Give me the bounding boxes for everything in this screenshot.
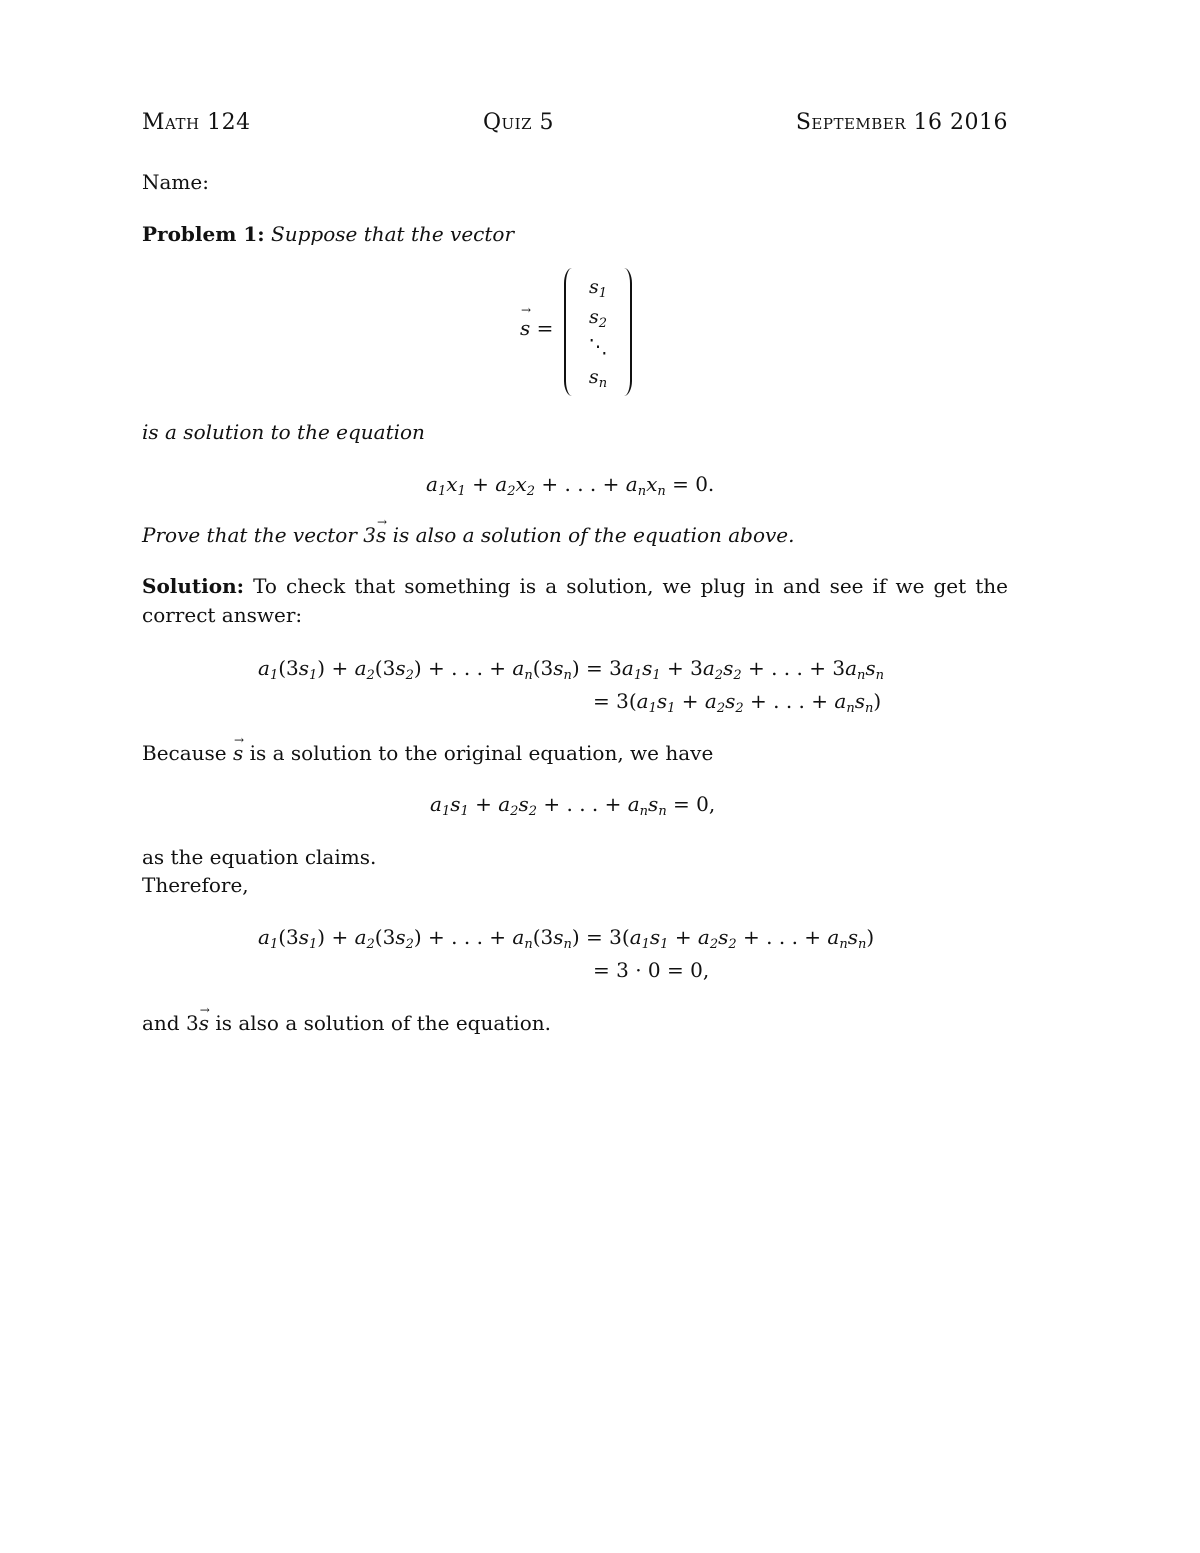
problem-label: Problem 1:: [142, 222, 265, 246]
equation-expansion-line-2: = $3(a_1s_1 + a_2s_2$ + . . . + $a_ns_n$): [593, 689, 882, 716]
closing-text: [142, 1009, 551, 1037]
closing-suffix: is also a solution of the equation.: [208, 1011, 551, 1035]
equation-final-line-1: $a_1(3s_1) + a_2(3s_2)$ + . . . + $a_n(3s_n) = 3(a_1s_1 + a_2s_2$ + . . . + $a_ns_n$): [258, 925, 875, 952]
course-title: Math 124: [142, 110, 251, 135]
equation-final-line-2: = 3 · 0 = 0,: [593, 958, 710, 982]
name-label: Name:: [142, 170, 209, 194]
vector-s-lhs: → s =: [520, 316, 553, 340]
because-prefix: Because: [142, 741, 233, 765]
prove-suffix: is also a solution of the equation above.: [386, 523, 795, 547]
vector-s-symbol: → s: [233, 739, 243, 767]
because-text: [142, 739, 713, 767]
problem-intro-text: Suppose that the vector: [271, 222, 515, 246]
left-paren: [564, 268, 580, 396]
quiz-title: Quiz 5: [483, 110, 555, 135]
prove-prefix: Prove that the vector 3: [142, 523, 376, 547]
right-paren: [616, 268, 632, 396]
solution-intro-text: To check that something is a solution, we plug in and see if we get the correct answer:: [142, 574, 1008, 627]
vector-s-symbol: → s: [199, 1009, 209, 1037]
equation-zero: $a_1s_1 + a_2s_2$ + . . . + $a_ns_n = 0$,: [430, 792, 716, 819]
solution-intro: [142, 572, 1008, 630]
problem-middle-text: is a solution to the equation: [142, 420, 425, 444]
vector-entry: $s_1$: [588, 276, 608, 301]
page-header: [142, 110, 1008, 140]
quiz-date: September 16 2016: [795, 110, 1008, 135]
equation-expansion-line-1: $a_1(3s_1) + a_2(3s_2)$ + . . . + $a_n(3s_n) = 3a_1s_1 + 3a_2s_2$ + . . . + $3a_ns_n$: [258, 656, 885, 683]
vector-entries: [580, 272, 616, 392]
equation-linear: $a_1x_1 + a_2x_2$ + . . . + $a_nx_n = 0$.: [426, 472, 715, 499]
claims-text: as the equation claims.: [142, 845, 377, 869]
because-suffix: is a solution to the original equation, we have: [243, 741, 714, 765]
vector-entry: ⋱: [588, 336, 608, 358]
vector-entry: $s_2$: [588, 306, 608, 331]
solution-label: Solution:: [142, 574, 245, 598]
therefore-text: Therefore,: [142, 873, 249, 897]
closing-prefix: and 3: [142, 1011, 199, 1035]
vector-s-definition: [520, 268, 632, 398]
vector-entry: $s_n$: [588, 366, 608, 391]
problem-statement-intro: [142, 220, 514, 248]
vector-s-symbol: → s: [376, 521, 386, 549]
problem-prove-text: [142, 521, 795, 549]
